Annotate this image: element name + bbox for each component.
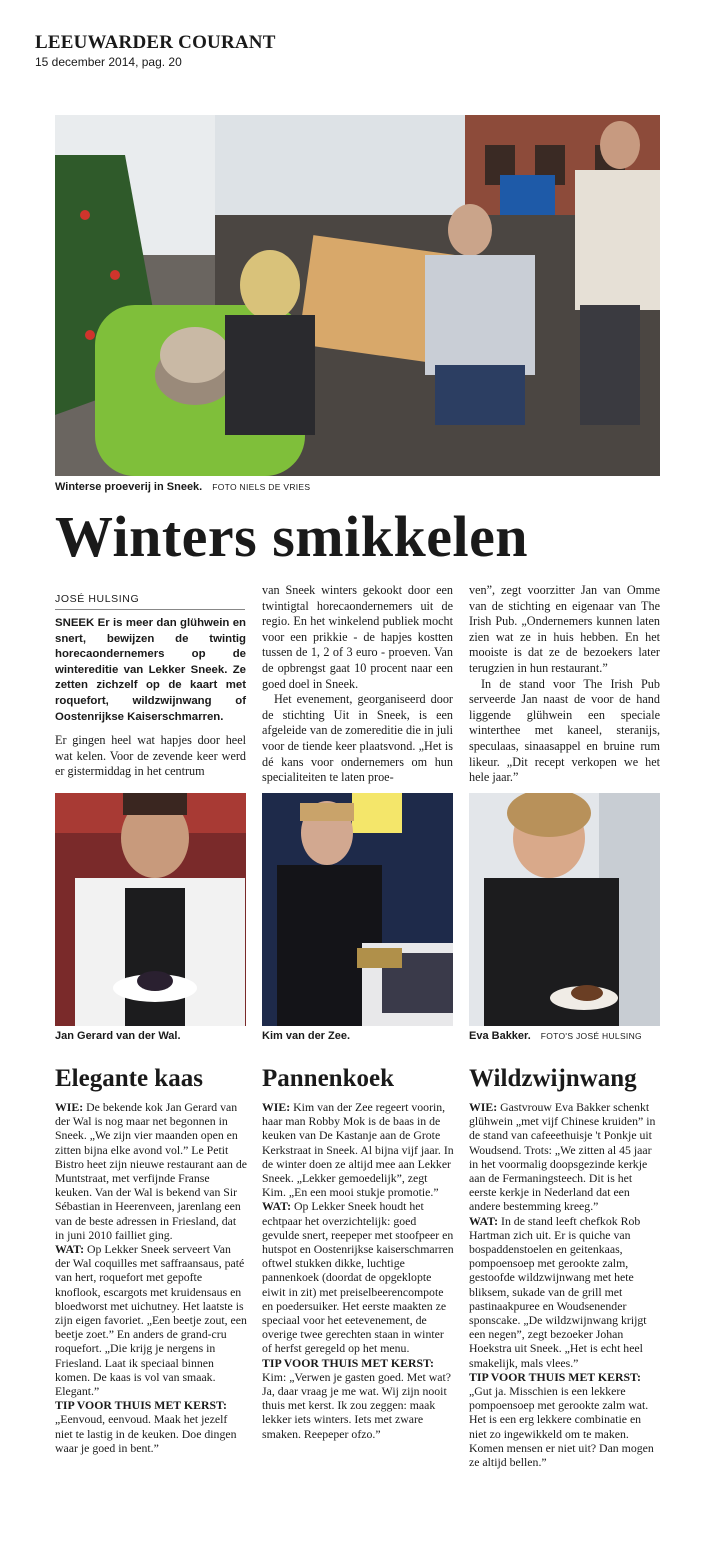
byline: JOSÉ HULSING — [55, 593, 245, 610]
article-column-1 — [55, 616, 246, 780]
profile-caption-3: Eva Bakker. FOTO'S JOSÉ HULSING — [469, 1030, 642, 1042]
profile-photo-2 — [262, 793, 453, 1026]
article-column-3 — [469, 583, 660, 786]
profile-text-3: WIE: Gastvrouw Eva Bakker schenkt glühwein „met vijf Chinese kruiden” in de stand van cafeeethuisje 't Ponkje uit Woudsend. Trots: „We zitten al 45 jaar in het voormalig doopsgezinde kerkje aan de Fermaningsteech. Dit is het eerste kerkje in Nederland dat een andere bestemming kreeg.” WAT: In de stand leeft chefkok Rob Hartman zich uit. Er is quiche van bospaddenstoelen en geitenkaas, pompoensoep met gerookte zalm, gestoofde wildzwijnwang met hete bliksem, sukade van de grill met pastinaakpuree en Woudsenender sponscake. „De wildzwijnwang krijgt een negen”, zegt bezoeker Johan Hoekstra uit Sneek. „Het is echt heel smakelijk, mals vlees.” TIP VOOR THUIS MET KERST: „Gut ja. Misschien is een lekkere pompoensoep met gerookte zalm wat. Het is een erg lekkere combinatie en niet zo ingewikkeld om te maken. Komen mensen er niet uit? Dan mogen ze altijd bellen.” — [469, 1100, 656, 1470]
article-paragraph: van Sneek winters gekookt door een twintigtal horecaondernemers uit de regio. En het winkelend publiek mocht voor een prikkie - de hapjes kostten tussen de 1, 2 of 3 euro - proeven. Van de opbrengst gaat 10 procent naar een goed doel in Sneek. — [262, 583, 453, 691]
article-paragraph: Het evenement, georganiseerd door de stichting Uit in Sneek, is een afgeleide van de zomereditie die in juli voor de tiende keer plaatsvond. „Het is dé kans voor ondernemers om hun specialiteiten te laten proe- — [262, 692, 453, 785]
article-paragraph: In de stand voor The Irish Pub serveerde Jan naast de voor de hand liggende glühwein een speciale winterthee met kaneel, steranijs, speculaas, sinaasappel en bruine rum likeur. „Dit recept verkopen we het hele jaar.” — [469, 676, 660, 785]
publication-date: 15 december 2014, pag. 20 — [35, 55, 182, 69]
newspaper-masthead: LEEUWARDER COURANT — [35, 32, 276, 53]
photo-credit: FOTO NIELS DE VRIES — [212, 482, 311, 492]
profile-subhead-3: Wildzwijnwang — [469, 1065, 637, 1092]
article-column-2 — [262, 583, 453, 786]
article-paragraph: Er gingen heel wat hapjes door heel wat kelen. Voor de zevende keer werd er gistermiddag in het centrum — [55, 733, 246, 779]
profile-caption-2: Kim van der Zee. — [262, 1030, 351, 1042]
profile-subhead-1: Elegante kaas — [55, 1065, 203, 1092]
photo-credit: FOTO'S JOSÉ HULSING — [540, 1031, 642, 1041]
article-headline: Winters smikkelen — [55, 504, 529, 569]
profile-subhead-2: Pannenkoek — [262, 1065, 394, 1092]
profile-text-2: WIE: Kim van der Zee regeert voorin, haar man Robby Mok is de baas in de keuken van De Kastanje aan de Grote Kerkstraat in Sneek. Al bijna vijf jaar. In de winter doen ze altijd mee aan Lekker Sneek. „Lekker gemoedelijk”, zegt Kim. „En een mooi stukje promotie.” WAT: Op Lekker Sneek houdt het echtpaar het overzichtelijk: goed gevulde snert, reepeper met stoofpeer en hutspot en Oostenrijkse kaiserschmarren oftwel stukken dikke, luchtige pannenkoek (doordat de opgeklopte eiwit in zit) met preiselbeerencompote en poedersuiker. Het eerste maakten ze speciaal voor het eetevenement, de overige twee gerechten staan in winter of herfst geregeld op het menu. TIP VOOR THUIS MET KERST: Kim: „Verwen je gasten goed. Met wat? Ja, daar vraag je me wat. Wij zijn nooit thuis met kerst. Ik zou zeggen: maak lekker iets winters. Iets met zware smaken. Reepeper ofzo.” — [262, 1100, 454, 1441]
profile-photo-3 — [469, 793, 660, 1026]
profile-text-1: WIE: De bekende kok Jan Gerard van der Wal is nog maar net begonnen in Sneek. „We zijn vier maanden open en zitten bijna elke avond vol.” Le Petit Bistro heet zijn nieuwe restaurant aan de Muntstraat, met verfijnde Franse keuken. Van der Wal is bekend van Sir Sébastian in Heerenveen, jarenlang een van de beste adressen in Friesland, dat in juni 2010 failliet ging. WAT: Op Lekker Sneek serveert Van der Wal coquilles met saffraansaus, paté van hert, roquefort met gepofte knoflook, escargots met kruidensaus en bloedworst met uichutney. Het laatste is zijn eigen favoriet. „Een beetje zout, een beetje zoet.” En anders de grand-cru roquefort. „Die krijg je nergens in Friesland. Laat ik speciaal binnen komen. De kaas is vol van smaak. Elegant.” TIP VOOR THUIS MET KERST: „Eenvoud, eenvoud. Maak het jezelf niet te lastig in de keuken. Doe dingen waar je goed in bent.” — [55, 1100, 247, 1455]
article-paragraph: ven”, zegt voorzitter Jan van Omme van de stichting en eigenaar van The Irish Pub. „Ondernemers kunnen laten zien wat ze in huis hebben. En het mooiste is dat ze de bezoekers later terugzien in hun restaurant.” — [469, 583, 660, 675]
article-lead: SNEEK Er is meer dan glühwein en snert, bewijzen de twintig horecaondernemers op de wintereditie van Lekker Sneek. Ze zetten zichzelf op de kaart met roquefort, wildzwijnwang of Oostenrijkse Kaiserschmarren. — [55, 617, 247, 723]
hero-photo — [55, 115, 660, 476]
profile-photo-1 — [55, 793, 246, 1026]
profile-caption-1: Jan Gerard van der Wal. — [55, 1030, 181, 1042]
hero-caption: Winterse proeverij in Sneek. FOTO NIELS DE VRIES — [55, 481, 311, 493]
